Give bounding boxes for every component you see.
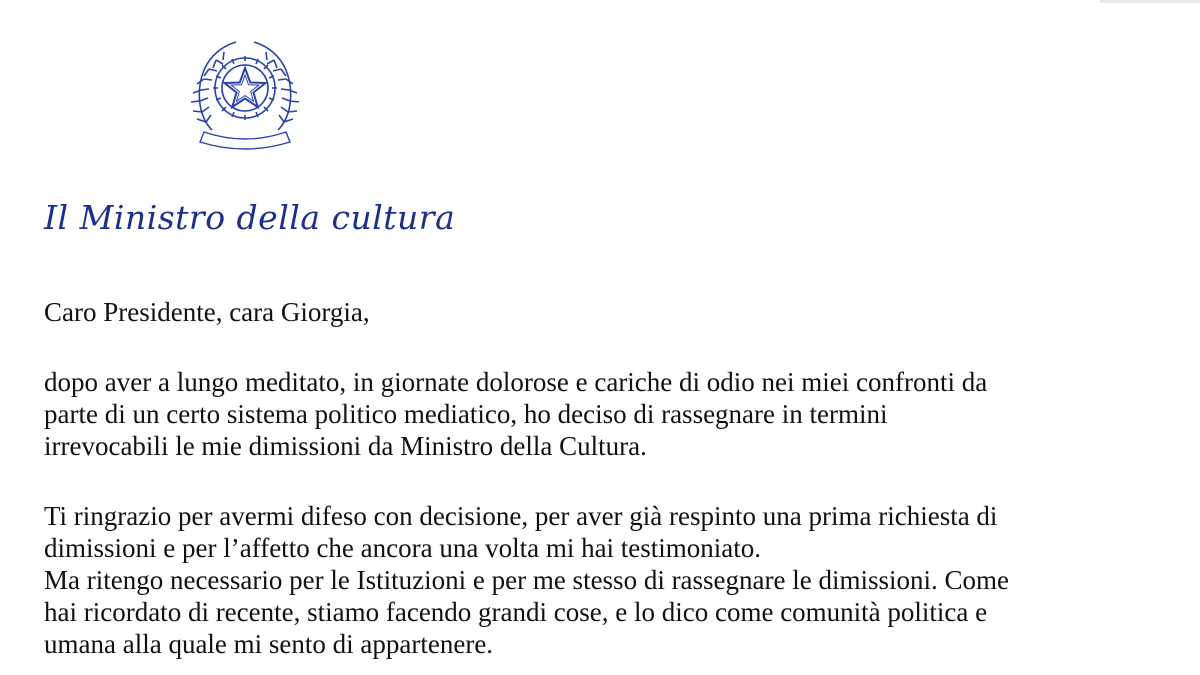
repubblica-italiana-emblem-icon: [190, 38, 300, 156]
paragraph-2-line-5: umana alla quale mi sento di appartenere.: [44, 629, 494, 659]
paragraph-2-line-4: hai ricordato di recente, stiamo facendo grandi cose, e lo dico come comunità politica e: [44, 597, 988, 627]
scan-edge-mark: [1100, 0, 1200, 3]
paragraph-1: [44, 366, 987, 462]
paragraph-2-line-2: dimissioni e per l’affetto che ancora una volta mi hai testimoniato.: [44, 533, 762, 563]
letterhead-title: Il Ministro della cultura: [44, 198, 456, 237]
salutation: Caro Presidente, cara Giorgia,: [44, 297, 370, 327]
paragraph-1-line-3: irrevocabili le mie dimissioni da Ministro della Cultura.: [44, 431, 647, 461]
paragraph-1-line-1: dopo aver a lungo meditato, in giornate dolorose e cariche di odio nei miei confronti da: [44, 367, 988, 397]
paragraph-2: [44, 500, 1009, 660]
paragraph-2-line-3: Ma ritengo necessario per le Istituzioni e per me stesso di rassegnare le dimissioni. Come: [44, 565, 1009, 595]
paragraph-2-line-1: Ti ringrazio per avermi difeso con decisione, per aver già respinto una prima richiesta di: [44, 501, 998, 531]
paragraph-1-line-2: parte di un certo sistema politico mediatico, ho deciso di rassegnare in termini: [44, 399, 888, 429]
